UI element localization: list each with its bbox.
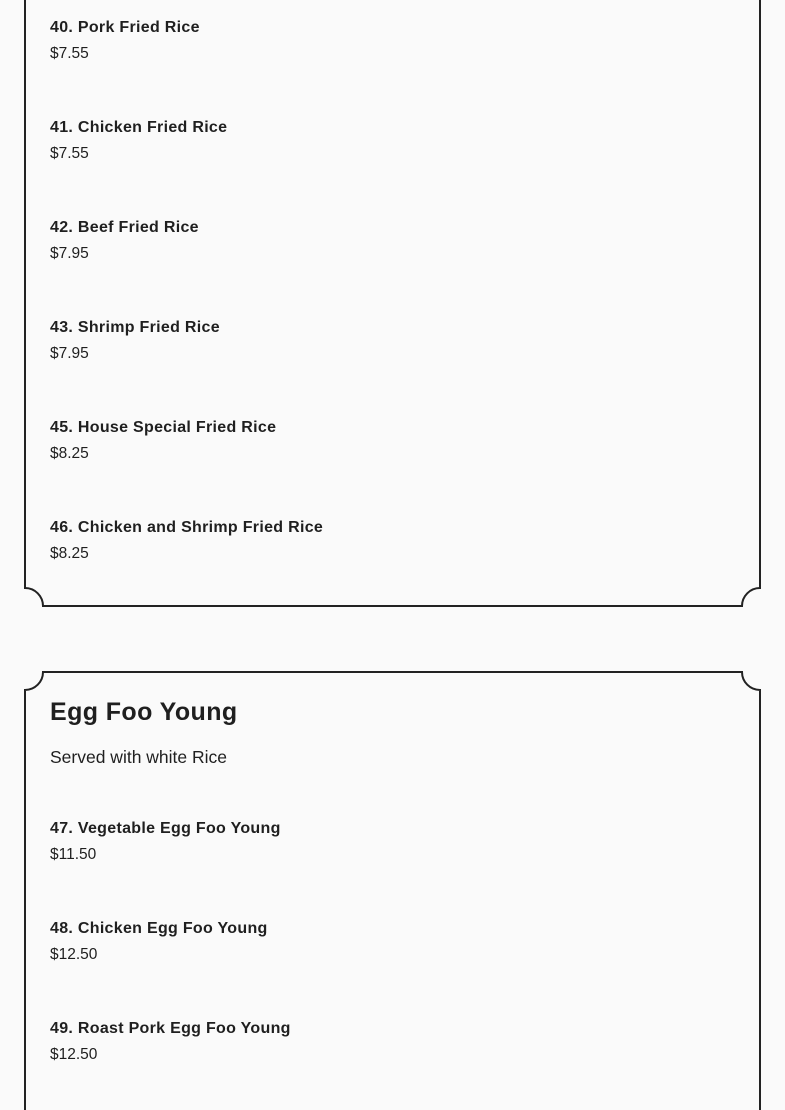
menu-item-name: 45. House Special Fried Rice bbox=[50, 419, 277, 436]
menu-item-price: $8.25 bbox=[50, 445, 89, 462]
menu-item-price: $12.50 bbox=[50, 946, 98, 963]
menu-item[interactable] bbox=[50, 919, 268, 965]
section-title: Egg Foo Young bbox=[50, 698, 238, 726]
menu-item-price: $7.55 bbox=[50, 145, 89, 162]
menu-item[interactable] bbox=[50, 518, 323, 564]
menu-item-name: 46. Chicken and Shrimp Fried Rice bbox=[50, 519, 324, 536]
menu-item-name: 49. Roast Pork Egg Foo Young bbox=[50, 1020, 291, 1037]
menu-item-price: $7.95 bbox=[50, 245, 89, 262]
menu-item-name: 43. Shrimp Fried Rice bbox=[50, 319, 220, 336]
menu-item-price: $7.95 bbox=[50, 345, 89, 362]
menu-item-price: $7.55 bbox=[50, 45, 89, 62]
menu-item[interactable] bbox=[50, 218, 199, 264]
menu-item[interactable] bbox=[50, 819, 281, 865]
menu-item-price: $11.50 bbox=[50, 846, 97, 863]
menu-item[interactable] bbox=[50, 318, 220, 364]
menu-item[interactable] bbox=[50, 418, 276, 464]
menu-item-name: 42. Beef Fried Rice bbox=[50, 219, 199, 236]
menu-item-name: 41. Chicken Fried Rice bbox=[50, 119, 228, 136]
menu-item[interactable] bbox=[50, 18, 200, 64]
fried-rice-section bbox=[25, 0, 760, 607]
menu-item-name: 48. Chicken Egg Foo Young bbox=[50, 920, 268, 937]
fried-rice-card-frame bbox=[25, 0, 760, 607]
menu-item-name: 40. Pork Fried Rice bbox=[50, 19, 200, 36]
egg-foo-young-section bbox=[25, 671, 760, 1110]
section-subtitle: Served with white Rice bbox=[50, 747, 228, 767]
menu-item[interactable] bbox=[50, 1019, 291, 1065]
menu-item-price: $8.25 bbox=[50, 545, 89, 562]
menu-item-price: $12.50 bbox=[50, 1046, 98, 1063]
menu-item-name: 47. Vegetable Egg Foo Young bbox=[50, 820, 281, 837]
menu-item[interactable] bbox=[50, 118, 227, 164]
